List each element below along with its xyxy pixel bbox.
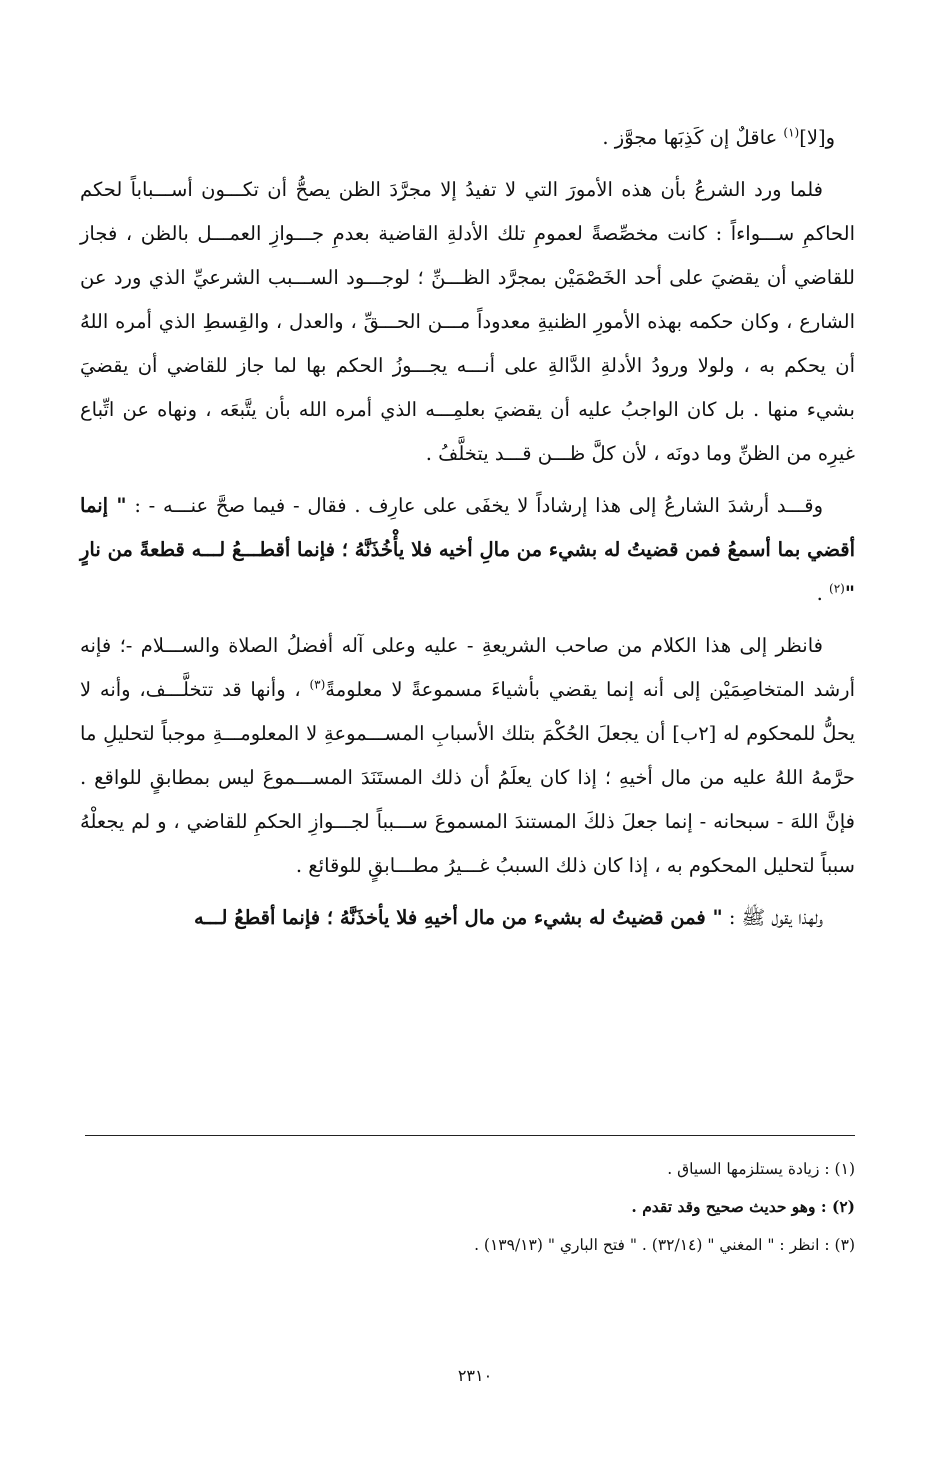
footnotes [80,1150,855,1264]
paragraph-5-text: ولهذا يقول ﷺ : [722,906,823,929]
paragraph-1-tail: عاقلٌ إن كَذِبَها مجوَّز . [602,126,784,149]
page-number: ٢٣١٠ [457,1366,493,1385]
footnote-divider [85,1135,855,1136]
paragraph-5 [80,896,855,940]
paragraph-3-tail: . [816,582,829,605]
paragraph-3-text: وقـــد أرشدَ الشارعُ إلى هذا إرشاداً لا يخفَى على عارِف . فقال - فيما صحَّ عنـــه - : [134,494,823,517]
hadith-quote-2: " فمن قضيتُ له بشيء من مال أخيهِ فلا يأخذَنَّهُ ؛ فإنما أقطعُ لـــه [193,906,723,929]
paragraph-2: فلما ورد الشرعُ بأن هذه الأمورَ التي لا تفيدُ إلا مجرَّدَ الظن يصحُّ أن تكـــون أســـباباً لحكم الحاكمِ ســـواءاً : كانت مخصِّصةً لعمومِ تلك الأدلةِ القاضية بعدمِ جـــوازِ العمـــل بالظن ، فجاز للقاضي أن يقضيَ على أحد الخَصْمَيْن بمجرَّد الظـــنِّ ؛ لوجـــود الســـبب الشرعيِّ الذي ورد عن الشارع ، وكان حكمه بهذه الأمورِ الظنيةِ معدوداً مـــن الحـــقِّ ، والعدل ، والقِسطِ الذي أمره اللهُ أن يحكم به ، ولولا ورودُ الأدلةِ الدَّالةِ على أنـــه يجـــوزُ الحكم بها لما جاز للقاضي أن يقضيَ بشيء منها . بل كان الواجبُ عليه أن يقضيَ بعلمِـــه الذي أمره الله بأن يتَّبعَه ، ونهاه عن اتِّباع غيرِه من الظنِّ وما دونَه ، لأن كلَّ ظـــن قـــد يتخلَّفُ . [80,178,855,465]
footnote-ref-1: (١) [783,125,800,140]
paragraph-4-tail: ، وأنها قد تتخلَّـــف، وأنه لا يحلُّ للمحكوم له [٢ب] أن يجعلَ الحُكْمَ بتلك الأسبابِ المســـموعةِ لا المعلومـــةِ موجباً لتحليلِ ما حرَّمهُ اللهُ عليه من مال أخيهِ ؛ إذا كان يعلَمُ أن ذلك المستَنَدَ المســـموعَ ليس بمطابقٍ للواقع . فإنَّ اللهَ - سبحانه - إنما جعلَ ذلكَ المستندَ المسموعَ ســـبباً لجـــوازِ الحكمِ للقاضي ، و لم يجعلْهُ سبباً لتحليل المحكوم به ، إذا كان ذلك السببُ غـــيرُ مطـــابقٍ للوقائع . [80,678,856,877]
footnote-1: (١) : زيادة يستلزمها السياق . [667,1160,855,1178]
paragraph-1 [80,116,855,160]
paragraph-1-text: و[لا] [799,126,835,149]
footnote-ref-3: (٣) [309,677,326,692]
footnote-ref-2: (٢) [829,581,845,596]
footnote-2: (٢) : وهو حديث صحيح وقد تقدم . [631,1197,855,1216]
paragraph-4-text: فانظر إلى هذا الكلام من صاحب الشريعةِ - عليه وعلى آله أفضلُ الصلاة والســـلام -؛ فإنه أرشد المتخاصِمَيْن إلى أنه إنما يقضي بأشياءَ مسموعةً لا معلومةً [80,634,855,701]
paragraph-4 [80,624,855,888]
main-text [80,116,855,948]
hadith-quote-1: " إنما أقضي بما أسمعُ فمن قضيتُ له بشيء من مالِ أخيه فلا يأْخُذَنَّهُ ؛ فإنما أقطـــعُ لـــه قطعةً من نارٍ " [80,494,855,605]
paragraph-3 [80,484,855,616]
footnote-3: (٣) : انظر : " المغني " (٣٢/١٤) . " فتح الباري " (١٣٩/١٣) . [474,1236,855,1254]
